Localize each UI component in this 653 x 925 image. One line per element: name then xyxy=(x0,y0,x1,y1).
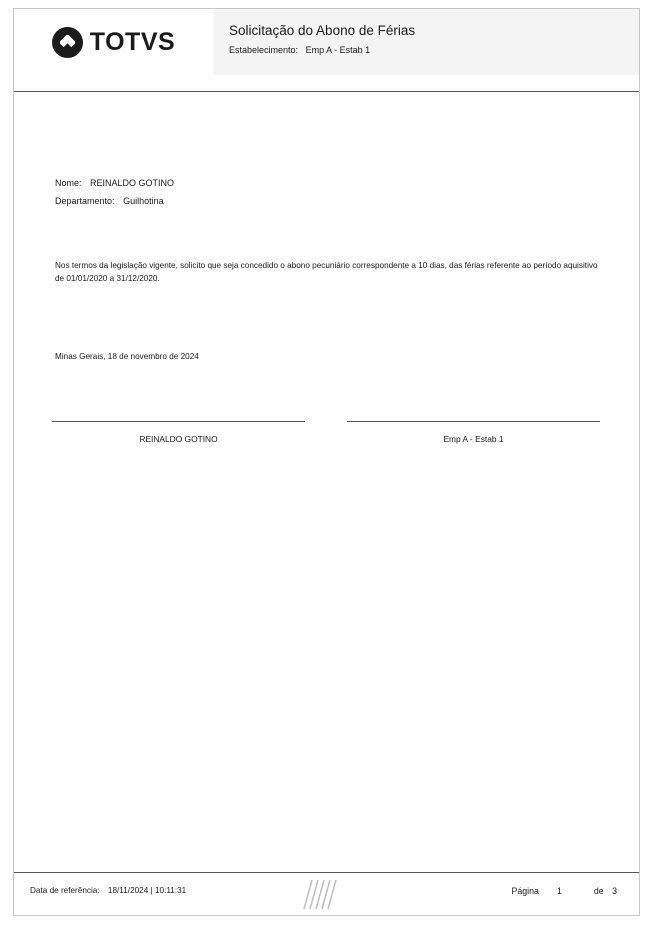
watermark-icon xyxy=(296,878,340,911)
employee-name-label: Nome: xyxy=(55,178,82,188)
department-value: Guilhotina xyxy=(123,196,164,206)
request-paragraph: Nos termos da legislação vigente, solicito que seja concedido o abono pecuniário correspondente a 10 dias, das férias referente ao período aquisitivo de 01/01/2020 a 31/12/2020. xyxy=(55,261,598,283)
signature-line-company xyxy=(347,421,600,422)
reference-date xyxy=(30,886,186,895)
logo-container xyxy=(14,9,213,75)
reference-date-label: Data de referência: xyxy=(30,886,100,895)
totvs-logo-icon xyxy=(52,27,83,58)
document-footer xyxy=(14,873,639,915)
page-number: 1 xyxy=(556,886,562,896)
page-label: Página xyxy=(511,886,539,896)
department-row xyxy=(55,192,174,210)
signature-block-company xyxy=(347,421,600,444)
document-content xyxy=(14,91,639,855)
page-total: 3 xyxy=(612,886,617,896)
signature-line-employee xyxy=(52,421,305,422)
page-title: Solicitação do Abono de Férias xyxy=(229,23,416,38)
logo-wordmark: TOTVS xyxy=(89,27,176,56)
department-label: Departamento: xyxy=(55,196,115,206)
page-of-label: de xyxy=(593,886,604,896)
establishment-value: Emp A - Estab 1 xyxy=(305,45,371,55)
establishment-line xyxy=(229,45,639,55)
document-header xyxy=(14,9,639,75)
employee-name-value: REINALDO GOTINO xyxy=(90,178,175,188)
reference-date-value: 18/11/2024 | 10:11:31 xyxy=(107,886,187,895)
report-sheet xyxy=(13,8,640,916)
employee-fields xyxy=(55,174,174,210)
city-and-date: Minas Gerais, 18 de novembro de 2024 xyxy=(55,352,199,361)
totvs-logo xyxy=(52,27,175,58)
signature-block-employee xyxy=(52,421,305,444)
header-title-container xyxy=(213,9,639,75)
page-indicator xyxy=(512,886,617,896)
signature-name-company: Emp A - Estab 1 xyxy=(443,434,504,444)
signature-name-employee: REINALDO GOTINO xyxy=(139,434,218,444)
employee-name-row xyxy=(55,174,174,192)
establishment-label: Estabelecimento: xyxy=(229,45,299,55)
